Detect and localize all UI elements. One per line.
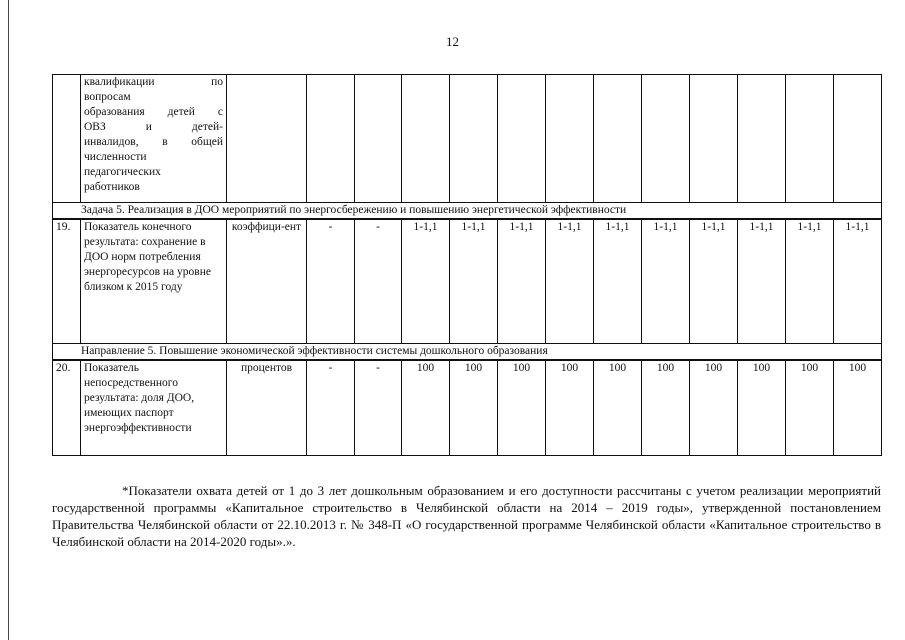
value-cell <box>690 75 738 203</box>
indicator-text: образования детей с <box>84 106 223 118</box>
value-cell: 1-1,1 <box>642 219 690 344</box>
table-row-20 <box>53 360 882 456</box>
indicator-cell <box>81 75 227 203</box>
value-cell: - <box>307 360 355 456</box>
unit-cell <box>227 75 307 203</box>
indicators-table <box>52 74 882 456</box>
value-cell <box>498 75 546 203</box>
footnote: *Показатели охвата детей от 1 до 3 лет дошкольным образованием и его доступности рассчитаны с учетом реализации мероприятий государственной программы «Капитальное строительство в Челябинской области на 2014 – 2019 годы», утвержденной постановлением Правительства Челябинской области от 22.10.2013 г. № 348-П «О государственной программе Челябинской области «Капитальное строительство в Челябинской области на 2014-2020 годы».». <box>52 483 881 549</box>
value-cell: 100 <box>786 360 834 456</box>
table-row-19 <box>53 219 882 344</box>
section-heading: Направление 5. Повышение экономической эффективности системы дошкольного образования <box>53 344 882 361</box>
value-cell: 100 <box>690 360 738 456</box>
indicator-cell: Показатель непосредственного результата: доля ДОО, имеющих паспорт энергоэффективности <box>81 360 227 456</box>
indicator-text: ОВЗ и детей- <box>84 121 223 133</box>
table-row-continuation <box>53 75 882 203</box>
value-cell <box>355 75 402 203</box>
value-cell: 1-1,1 <box>594 219 642 344</box>
value-cell: 1-1,1 <box>738 219 786 344</box>
section-heading: Задача 5. Реализация в ДОО мероприятий по энергосбережению и повышению энергетической эффективности <box>53 203 882 220</box>
value-cell: 1-1,1 <box>402 219 450 344</box>
value-cell <box>786 75 834 203</box>
page-edge-line <box>8 0 9 640</box>
indicator-text: инвалидов, в общей <box>84 136 223 148</box>
value-cell: - <box>355 360 402 456</box>
indicator-cell: Показатель конечного результата: сохранение в ДОО норм потребления энергоресурсов на уровне близком к 2015 году <box>81 219 227 344</box>
value-cell <box>307 75 355 203</box>
section-row-direction5 <box>53 344 882 361</box>
value-cell: 100 <box>738 360 786 456</box>
value-cell <box>546 75 594 203</box>
indicator-text: педагогических <box>84 166 161 178</box>
value-cell: 1-1,1 <box>498 219 546 344</box>
unit-cell: процентов <box>227 360 307 456</box>
value-cell <box>834 75 882 203</box>
value-cell: 1-1,1 <box>450 219 498 344</box>
value-cell: - <box>355 219 402 344</box>
value-cell <box>738 75 786 203</box>
row-number-cell: 19. <box>53 219 81 344</box>
value-cell: 1-1,1 <box>786 219 834 344</box>
value-cell: 1-1,1 <box>690 219 738 344</box>
indicator-text: квалификации по <box>84 76 223 88</box>
row-number-cell <box>53 75 81 203</box>
value-cell: 100 <box>834 360 882 456</box>
value-cell <box>450 75 498 203</box>
value-cell: 100 <box>402 360 450 456</box>
value-cell <box>402 75 450 203</box>
value-cell: 100 <box>546 360 594 456</box>
row-number-cell: 20. <box>53 360 81 456</box>
value-cell: - <box>307 219 355 344</box>
value-cell: 100 <box>594 360 642 456</box>
value-cell <box>594 75 642 203</box>
value-cell: 100 <box>498 360 546 456</box>
value-cell: 100 <box>642 360 690 456</box>
indicator-text: работников <box>84 181 140 193</box>
value-cell <box>642 75 690 203</box>
indicator-text: вопросам <box>84 91 131 103</box>
value-cell: 1-1,1 <box>546 219 594 344</box>
value-cell: 100 <box>450 360 498 456</box>
page-number: 12 <box>446 34 459 49</box>
unit-cell: коэффици-ент <box>227 219 307 344</box>
section-row-task5 <box>53 203 882 220</box>
value-cell: 1-1,1 <box>834 219 882 344</box>
indicator-text: численности <box>84 151 147 163</box>
